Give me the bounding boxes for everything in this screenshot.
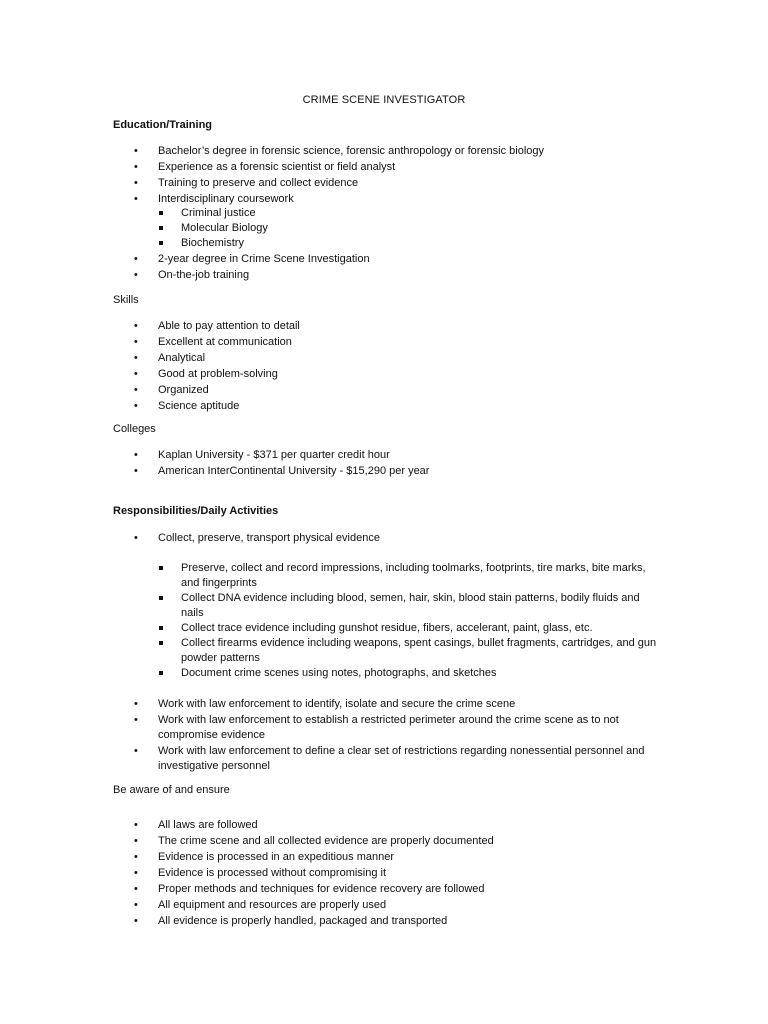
list-item: • Excellent at communication: [158, 335, 658, 350]
colleges-list: [158, 448, 658, 480]
list-item: • Science aptitude: [158, 399, 658, 414]
education-list: [158, 144, 658, 208]
list-item: • Kaplan University - $371 per quarter credit hour: [158, 448, 658, 463]
education-heading: Education/Training: [113, 119, 213, 131]
responsibilities-heading: Responsibilities/Daily Activities: [113, 505, 279, 517]
list-item: Biochemistry: [181, 236, 661, 251]
list-item: • Work with law enforcement to define a clear set of restrictions regarding nonessential personnel and investigative personnel: [158, 744, 658, 774]
list-item: • Work with law enforcement to establish a restricted perimeter around the crime scene as to not compromise evidence: [158, 713, 658, 743]
ensure-list: [158, 818, 658, 930]
list-item: • All equipment and resources are properly used: [158, 898, 658, 913]
document-title: CRIME SCENE INVESTIGATOR: [302, 94, 466, 106]
list-item: Collect DNA evidence including blood, semen, hair, skin, blood stain patterns, bodily fluids and nails: [181, 591, 661, 621]
list-item: • All laws are followed: [158, 818, 658, 833]
skills-heading: Skills: [113, 294, 139, 306]
list-item: • The crime scene and all collected evidence are properly documented: [158, 834, 658, 849]
skills-list: [158, 319, 658, 415]
list-item: Collect firearms evidence including weapons, spent casings, bullet fragments, cartridges, and gun powder patterns: [181, 636, 661, 666]
list-item: • Proper methods and techniques for evidence recovery are followed: [158, 882, 658, 897]
list-item: Document crime scenes using notes, photographs, and sketches: [181, 666, 661, 681]
list-item: Molecular Biology: [181, 221, 661, 236]
ensure-heading: Be aware of and ensure: [113, 784, 230, 796]
list-item: Collect trace evidence including gunshot residue, fibers, accelerant, paint, glass, etc.: [181, 621, 661, 636]
list-item: • Evidence is processed in an expeditious manner: [158, 850, 658, 865]
list-item: • Collect, preserve, transport physical evidence: [158, 531, 658, 546]
list-item: • Evidence is processed without compromising it: [158, 866, 658, 881]
colleges-heading: Colleges: [113, 423, 156, 435]
list-item: • All evidence is properly handled, packaged and transported: [158, 914, 658, 929]
law-enforcement-list: [158, 697, 658, 775]
list-item: • Organized: [158, 383, 658, 398]
list-item: • American InterContinental University - $15,290 per year: [158, 464, 658, 479]
list-item: Criminal justice: [181, 206, 661, 221]
list-item: • Training to preserve and collect evidence: [158, 176, 658, 191]
list-item: • Interdisciplinary coursework: [158, 192, 658, 207]
list-item: • Analytical: [158, 351, 658, 366]
list-item: • Work with law enforcement to identify, isolate and secure the crime scene: [158, 697, 658, 712]
list-item: Preserve, collect and record impressions, including toolmarks, footprints, tire marks, bite marks, and fingerprints: [181, 561, 661, 591]
list-item: • Experience as a forensic scientist or field analyst: [158, 160, 658, 175]
list-item: • Bachelor’s degree in forensic science, forensic anthropology or forensic biology: [158, 144, 658, 159]
responsibilities-main-list: [158, 531, 658, 547]
list-item: • Good at problem-solving: [158, 367, 658, 382]
list-item: • On-the-job training: [158, 268, 658, 283]
education-list-continued: [158, 252, 658, 284]
coursework-list: [181, 206, 661, 251]
responsibilities-sub-list: [181, 561, 661, 681]
list-item: • 2-year degree in Crime Scene Investigation: [158, 252, 658, 267]
list-item: • Able to pay attention to detail: [158, 319, 658, 334]
